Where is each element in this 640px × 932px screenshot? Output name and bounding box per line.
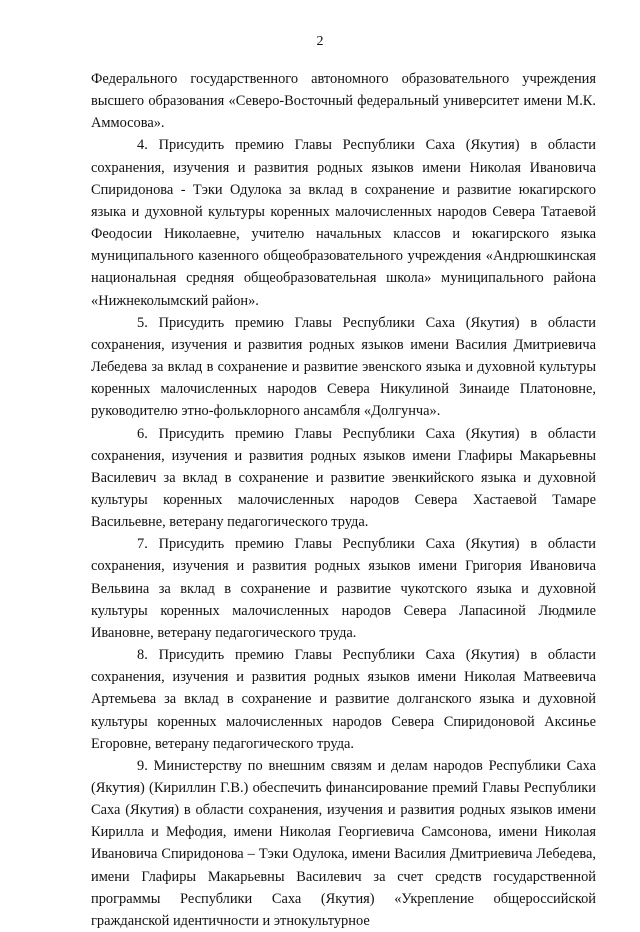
paragraph-item-6: 6. Присудить премию Главы Республики Саха (Якутия) в области сохранения, изучения и развития родных языков имени Глафиры Макарьевны Василевич за вклад в сохранение и развитие эвенкийского языка и духовной культуры коренных малочисленных народов Севера Хастаевой Тамаре Васильевне, ветерану педагогического труда. <box>91 425 596 531</box>
paragraph-item-9: 9. Министерству по внешним связям и делам народов Республики Саха (Якутия) (Кириллин Г.В.) обеспечить финансирование премий Главы Республики Саха (Якутия) в области сохранения, изучения и развития родных языков имени Кирилла и Мефодия, имени Николая Георгиевича Самсонова, имени Николая Ивановича Спиридонова – Тэки Одулока, имени Василия Дмитриевича Лебедева, имени Глафиры Макарьевны Василевич за счет средств государственной программы Республики Саха (Якутия) «Укрепление общероссийской гражданской идентичности и этнокультурное <box>91 757 596 929</box>
paragraph-item-7: 7. Присудить премию Главы Республики Саха (Якутия) в области сохранения, изучения и развития родных языков имени Григория Ивановича Вельвина за вклад в сохранение и развитие чукотского языка и духовной культуры коренных малочисленных народов Севера Лапасиной Людмиле Ивановне, ветерану педагогического труда. <box>91 536 596 641</box>
paragraph-item-8: 8. Присудить премию Главы Республики Саха (Якутия) в области сохранения, изучения и развития родных языков имени Николая Матвеевича Артемьева за вклад в сохранение и развитие долганского языка и духовной культуры коренных малочисленных народов Севера Спиридоновой Аксинье Егоровне, ветерану педагогического труда. <box>91 647 596 752</box>
document-body <box>91 68 596 932</box>
paragraph-item-5: 5. Присудить премию Главы Республики Саха (Якутия) в области сохранения, изучения и развития родных языков имени Василия Дмитриевича Лебедева за вклад в сохранение и развитие эвенского языка и духовной культуры коренных малочисленных народов Севера Никулиной Зинаиде Платоновне, руководителю этно-фольклорного ансамбля «Долгунча». <box>91 314 596 420</box>
paragraph-continuation: Федерального государственного автономного образовательного учреждения высшего образования «Северо-Восточный федеральный университет имени М.К. Аммосова». <box>91 71 596 132</box>
page-number: 2 <box>316 34 324 49</box>
paragraph-item-4: 4. Присудить премию Главы Республики Саха (Якутия) в области сохранения, изучения и развития родных языков имени Николая Ивановича Спиридонова - Тэки Одулока за вклад в сохранение и развитие юкагирского языка и духовной культуры коренных малочисленных народов Севера Татаевой Феодосии Николаевне, учителю начальных классов и юкагирского языка муниципального казенного общеобразовательного учреждения «Андрюшкинская национальная средняя общеобразовательная школа» муниципального района «Нижнеколымский район». <box>91 137 596 309</box>
